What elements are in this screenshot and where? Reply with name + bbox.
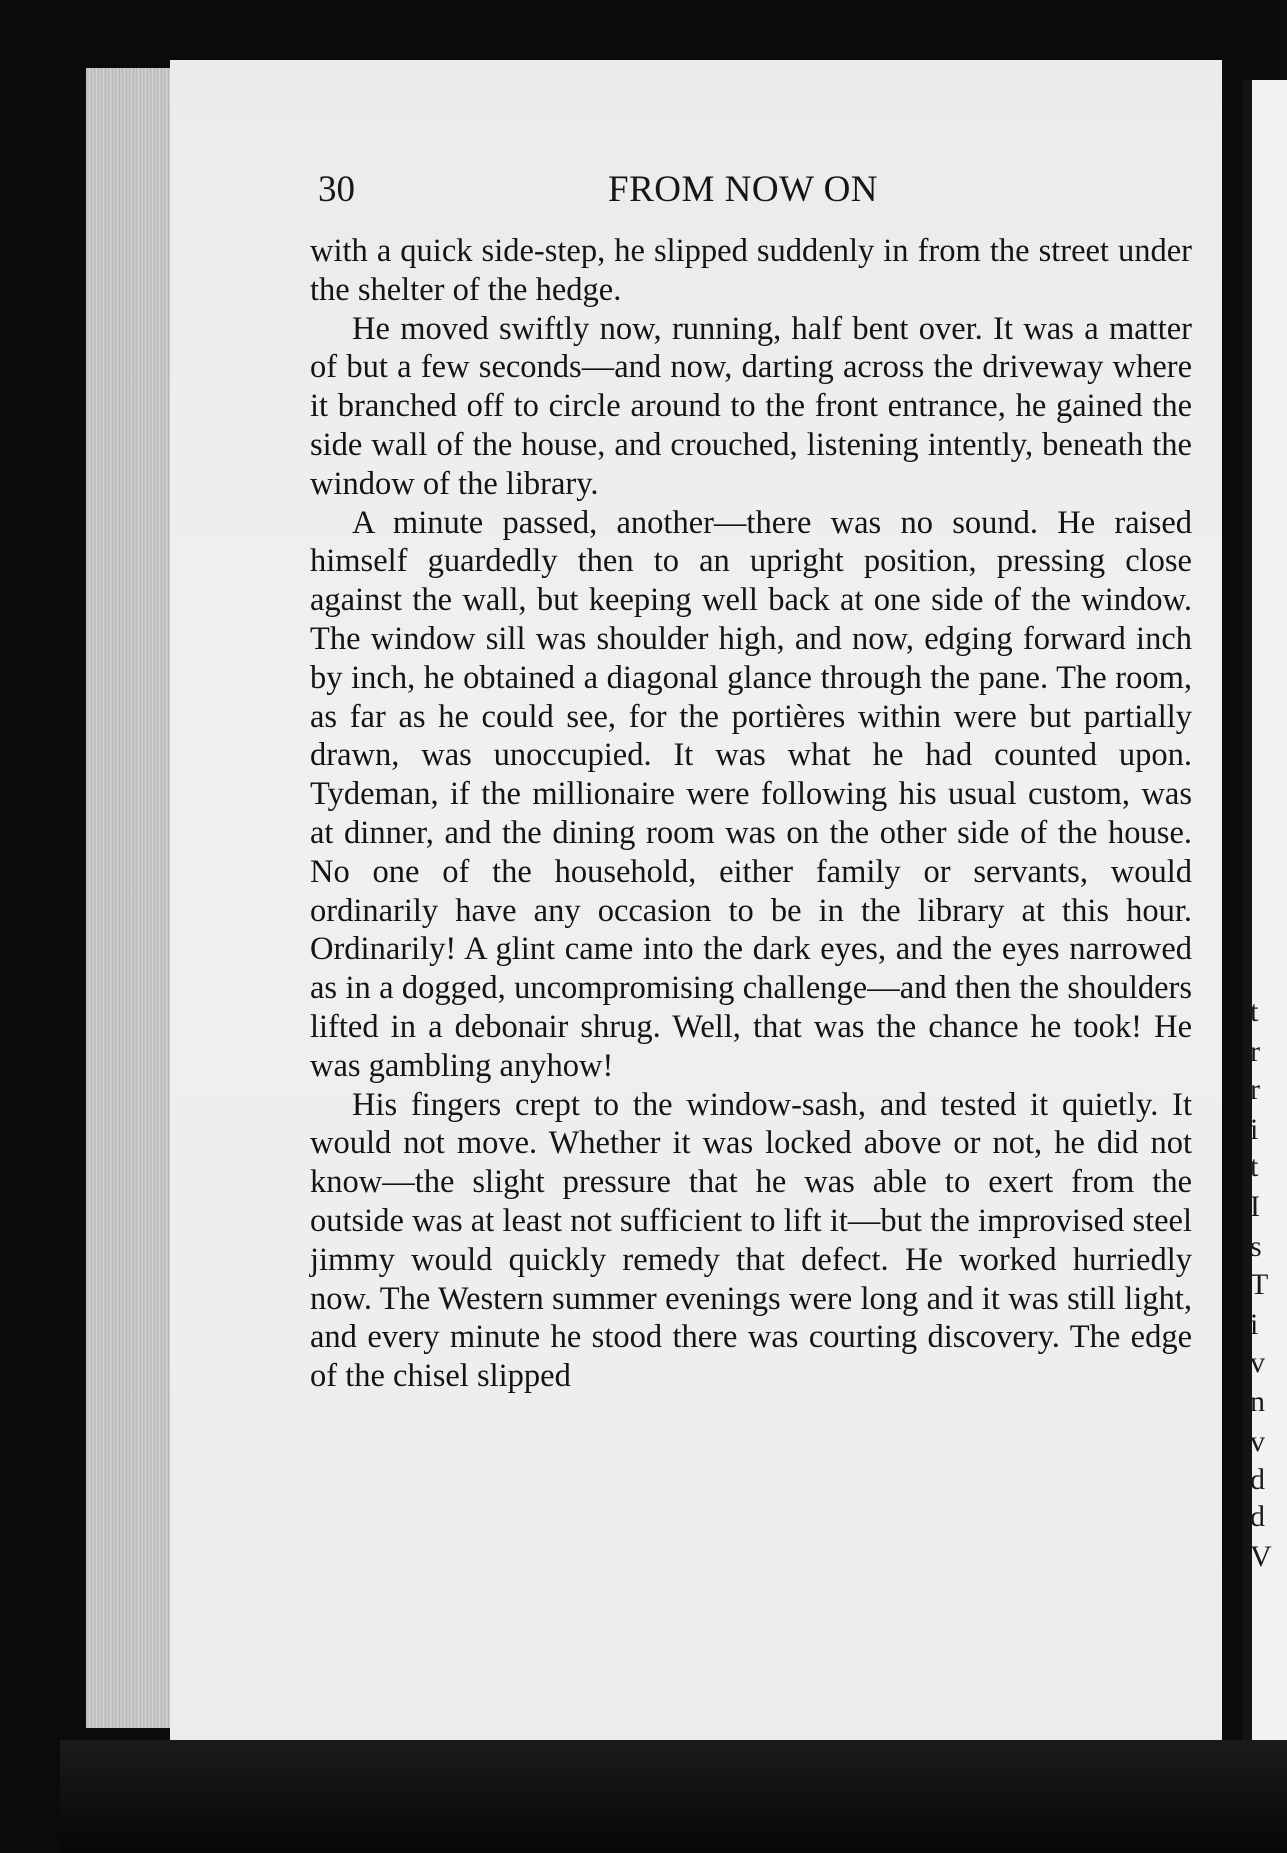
facing-page-letter: V [1250,1540,1272,1573]
facing-page-letter: v [1250,1425,1265,1458]
facing-page-letter: n [1250,1385,1265,1418]
facing-page-letter: i [1250,1308,1259,1341]
paragraph: He moved swiftly now, running, half bent over. It was a matter of but a few seconds—and now, darting across the driveway where it branched off to circle around to the front entrance, he gained the side wall of the house, and crouched, listening intently, beneath the window of the library. [310,310,1192,502]
facing-page-letter: i [1250,1113,1259,1146]
scan-shadow [60,1740,1287,1853]
page-header [318,168,1198,218]
facing-page-letter: s [1250,1230,1262,1263]
facing-page-letter: I [1250,1190,1260,1223]
facing-page-letter: d [1250,1500,1265,1533]
facing-page-letter: t [1250,1150,1259,1183]
paragraph: His fingers crept to the window-sash, and tested it quietly. It would not move. Whether it was locked above or not, he did not know—the slight pressure that he was able to exert from the outside was at least not sufficient to lift it—but the improvised steel jimmy would quickly remedy that defect. He worked hurriedly now. The Western summer evenings were long and it was still light, and every minute he stood there was courting discovery. The edge of the chisel slipped [310,1086,1192,1395]
facing-page-letter: v [1250,1346,1265,1379]
paragraph: with a quick side-step, he slipped suddenly in from the street under the shelter of the hedge. [310,233,1192,308]
body-text [310,232,1192,1396]
facing-page-letter: d [1250,1463,1265,1496]
running-title: FROM NOW ON [608,169,879,210]
paragraph: A minute passed, another—there was no sound. He raised himself guardedly then to an upright position, pressing close against the wall, but keeping well back at one side of the window. The window sill was shoulder high, and now, edging forward inch by inch, he obtained a diagonal glance through the pane. The room, as far as he could see, for the portières within were but partially drawn, was unoccupied. It was what he had counted upon. Tydeman, if the millionaire were following his usual custom, was at dinner, and the dining room was on the other side of the house. No one of the household, either family or servants, would ordinarily have any occasion to be in the library at this hour. Ordinarily! A glint came into the dark eyes, and the eyes narrowed as in a dogged, uncompromising challenge—and then the shoulders lifted in a debonair shrug. Well, that was the chance he took! He was gambling anyhow! [310,504,1192,1084]
facing-page-letter: r [1250,1035,1260,1068]
facing-page-letter: T [1250,1268,1269,1301]
facing-page-letter: t [1250,995,1259,1028]
page-number: 30 [318,169,355,210]
page-stack-edge [86,68,178,1728]
facing-page-letter: r [1250,1073,1260,1106]
